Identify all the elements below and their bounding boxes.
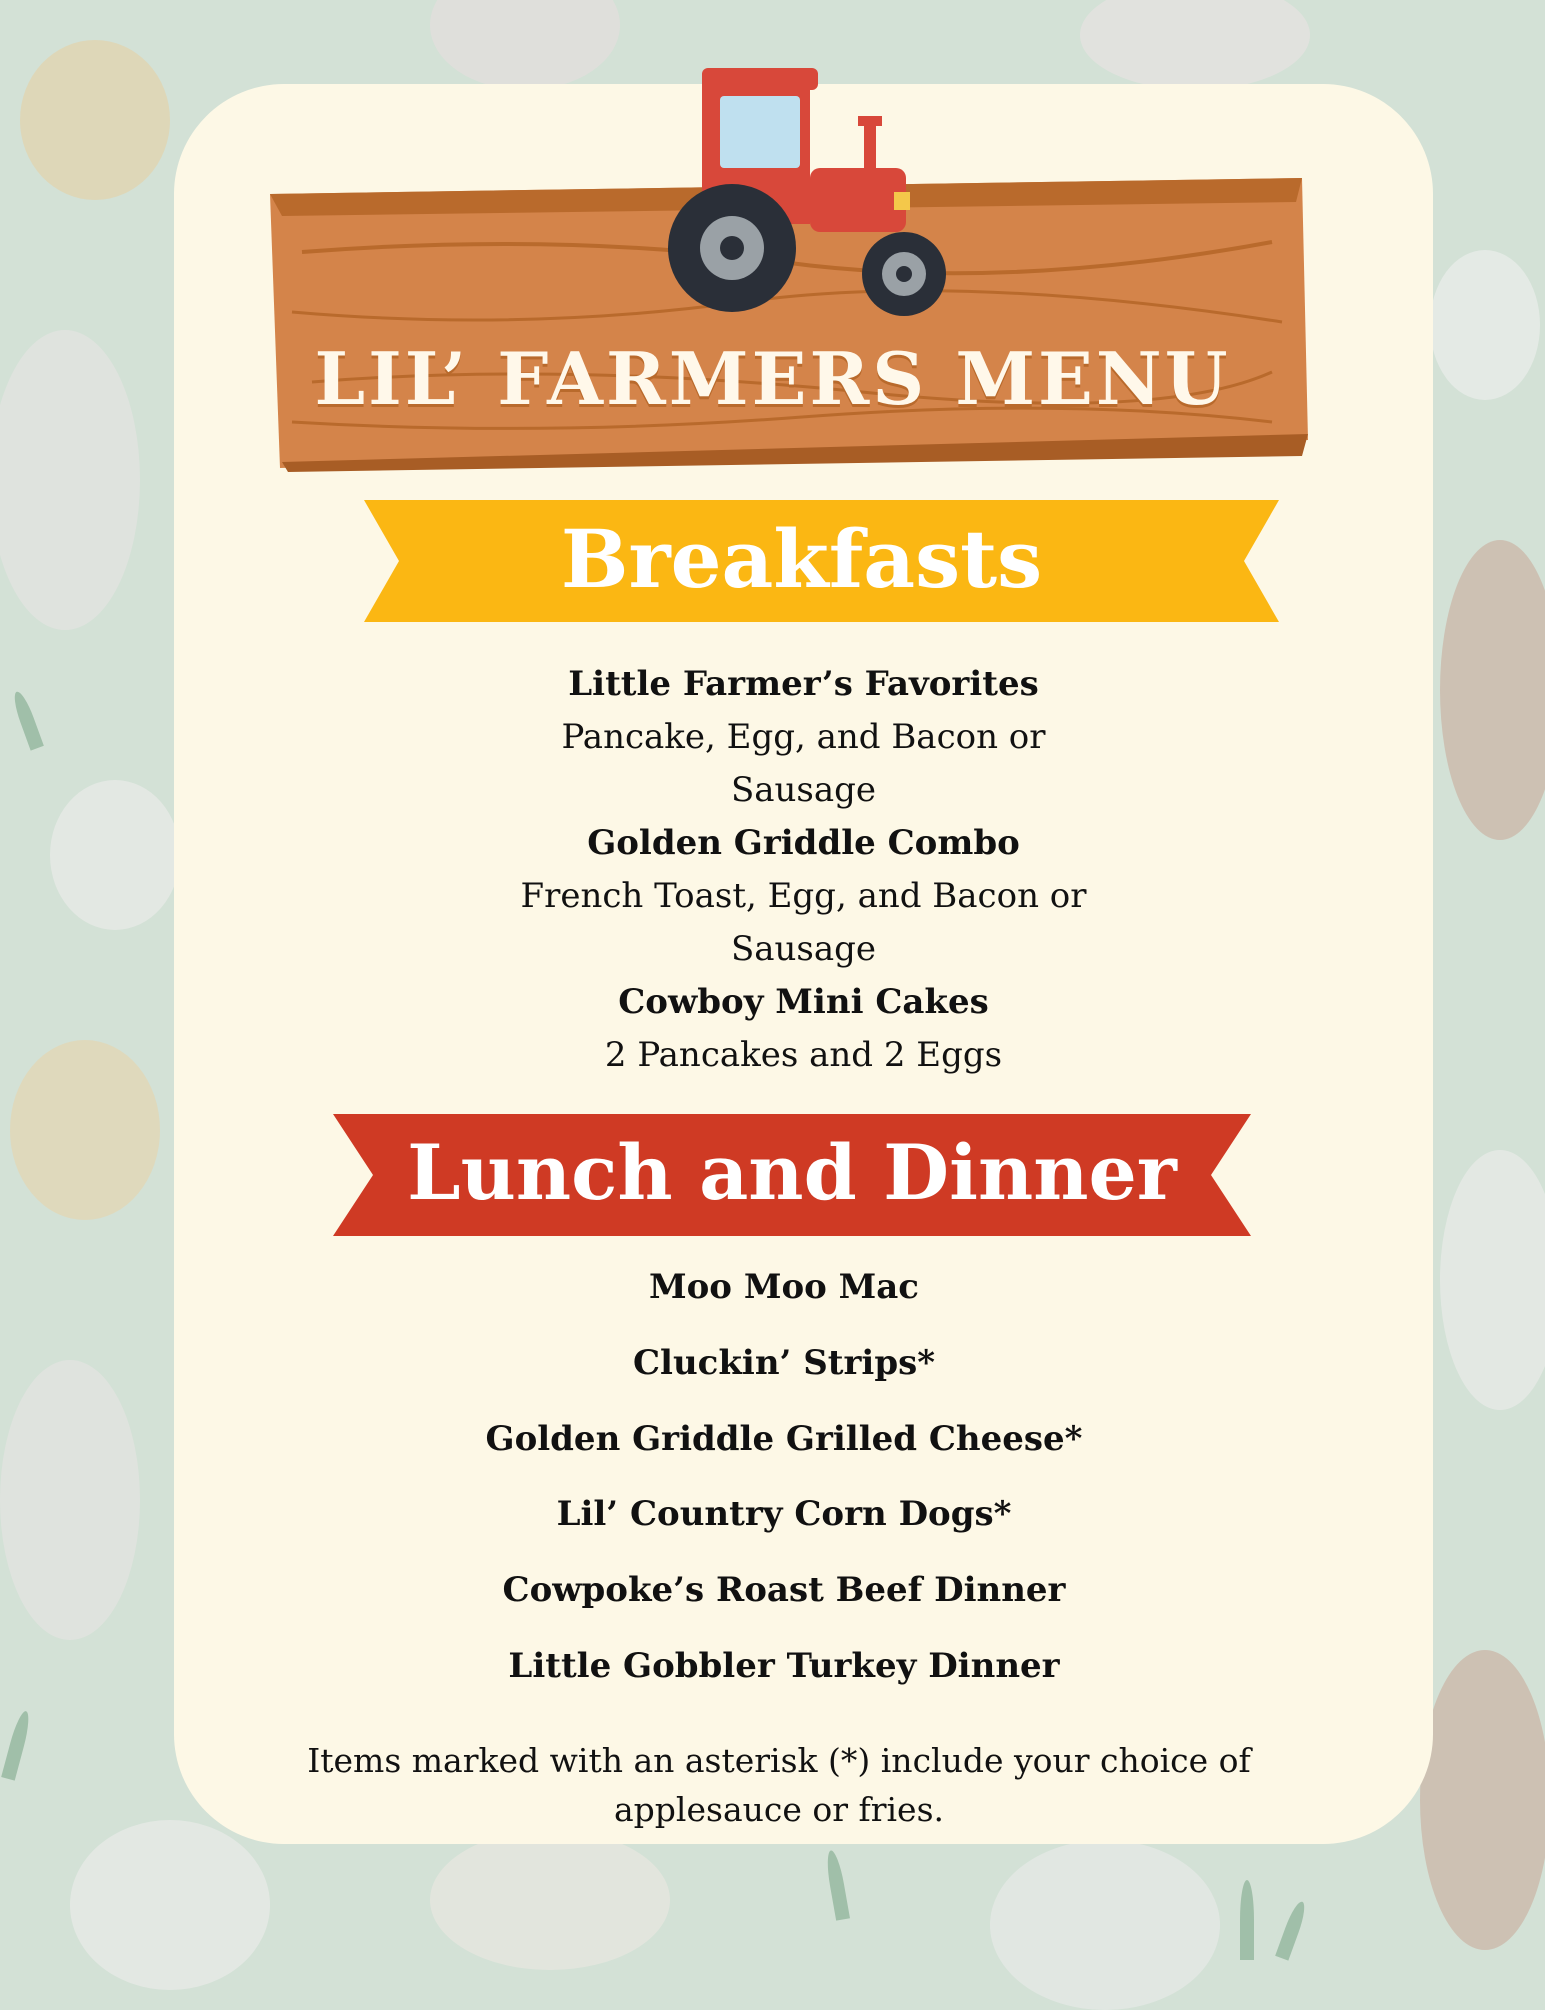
- item-name: Cowboy Mini Cakes: [618, 982, 989, 1022]
- list-item: Cluckin’ Strips*: [632, 1343, 936, 1383]
- list-item: [174, 976, 1433, 1082]
- item-description: [174, 711, 1433, 817]
- note-line: applesauce or fries.: [614, 1790, 944, 1829]
- breakfast-list: [174, 658, 1433, 1082]
- item-description-line: Sausage: [730, 770, 877, 810]
- item-name: Golden Griddle Combo: [587, 823, 1020, 863]
- note-line: Items marked with an asterisk (*) include your choice of: [307, 1741, 1251, 1780]
- list-item: [174, 817, 1433, 976]
- tractor-icon: [632, 58, 952, 318]
- item-description-line: Sausage: [730, 929, 877, 969]
- lunch-heading: Lunch and Dinner: [407, 1128, 1177, 1217]
- breakfasts-heading: Breakfasts: [560, 512, 1043, 606]
- item-name: Little Farmer’s Favorites: [568, 664, 1039, 704]
- item-description-line: 2 Pancakes and 2 Eggs: [604, 1035, 1003, 1075]
- list-item: [174, 658, 1433, 817]
- item-description: [174, 870, 1433, 976]
- list-item: Lil’ Country Corn Dogs*: [556, 1494, 1012, 1534]
- list-item: Golden Griddle Grilled Cheese*: [485, 1419, 1083, 1459]
- menu-title: LIL’ FARMERS MENU: [314, 336, 1231, 421]
- item-description: [174, 1029, 1433, 1082]
- asterisk-note: [174, 1736, 1384, 1834]
- item-description-line: French Toast, Egg, and Bacon or: [520, 876, 1087, 916]
- item-description-line: Pancake, Egg, and Bacon or: [561, 717, 1046, 757]
- list-item: Moo Moo Mac: [648, 1267, 920, 1307]
- list-item: Little Gobbler Turkey Dinner: [508, 1646, 1060, 1686]
- list-item: Cowpoke’s Roast Beef Dinner: [502, 1570, 1066, 1610]
